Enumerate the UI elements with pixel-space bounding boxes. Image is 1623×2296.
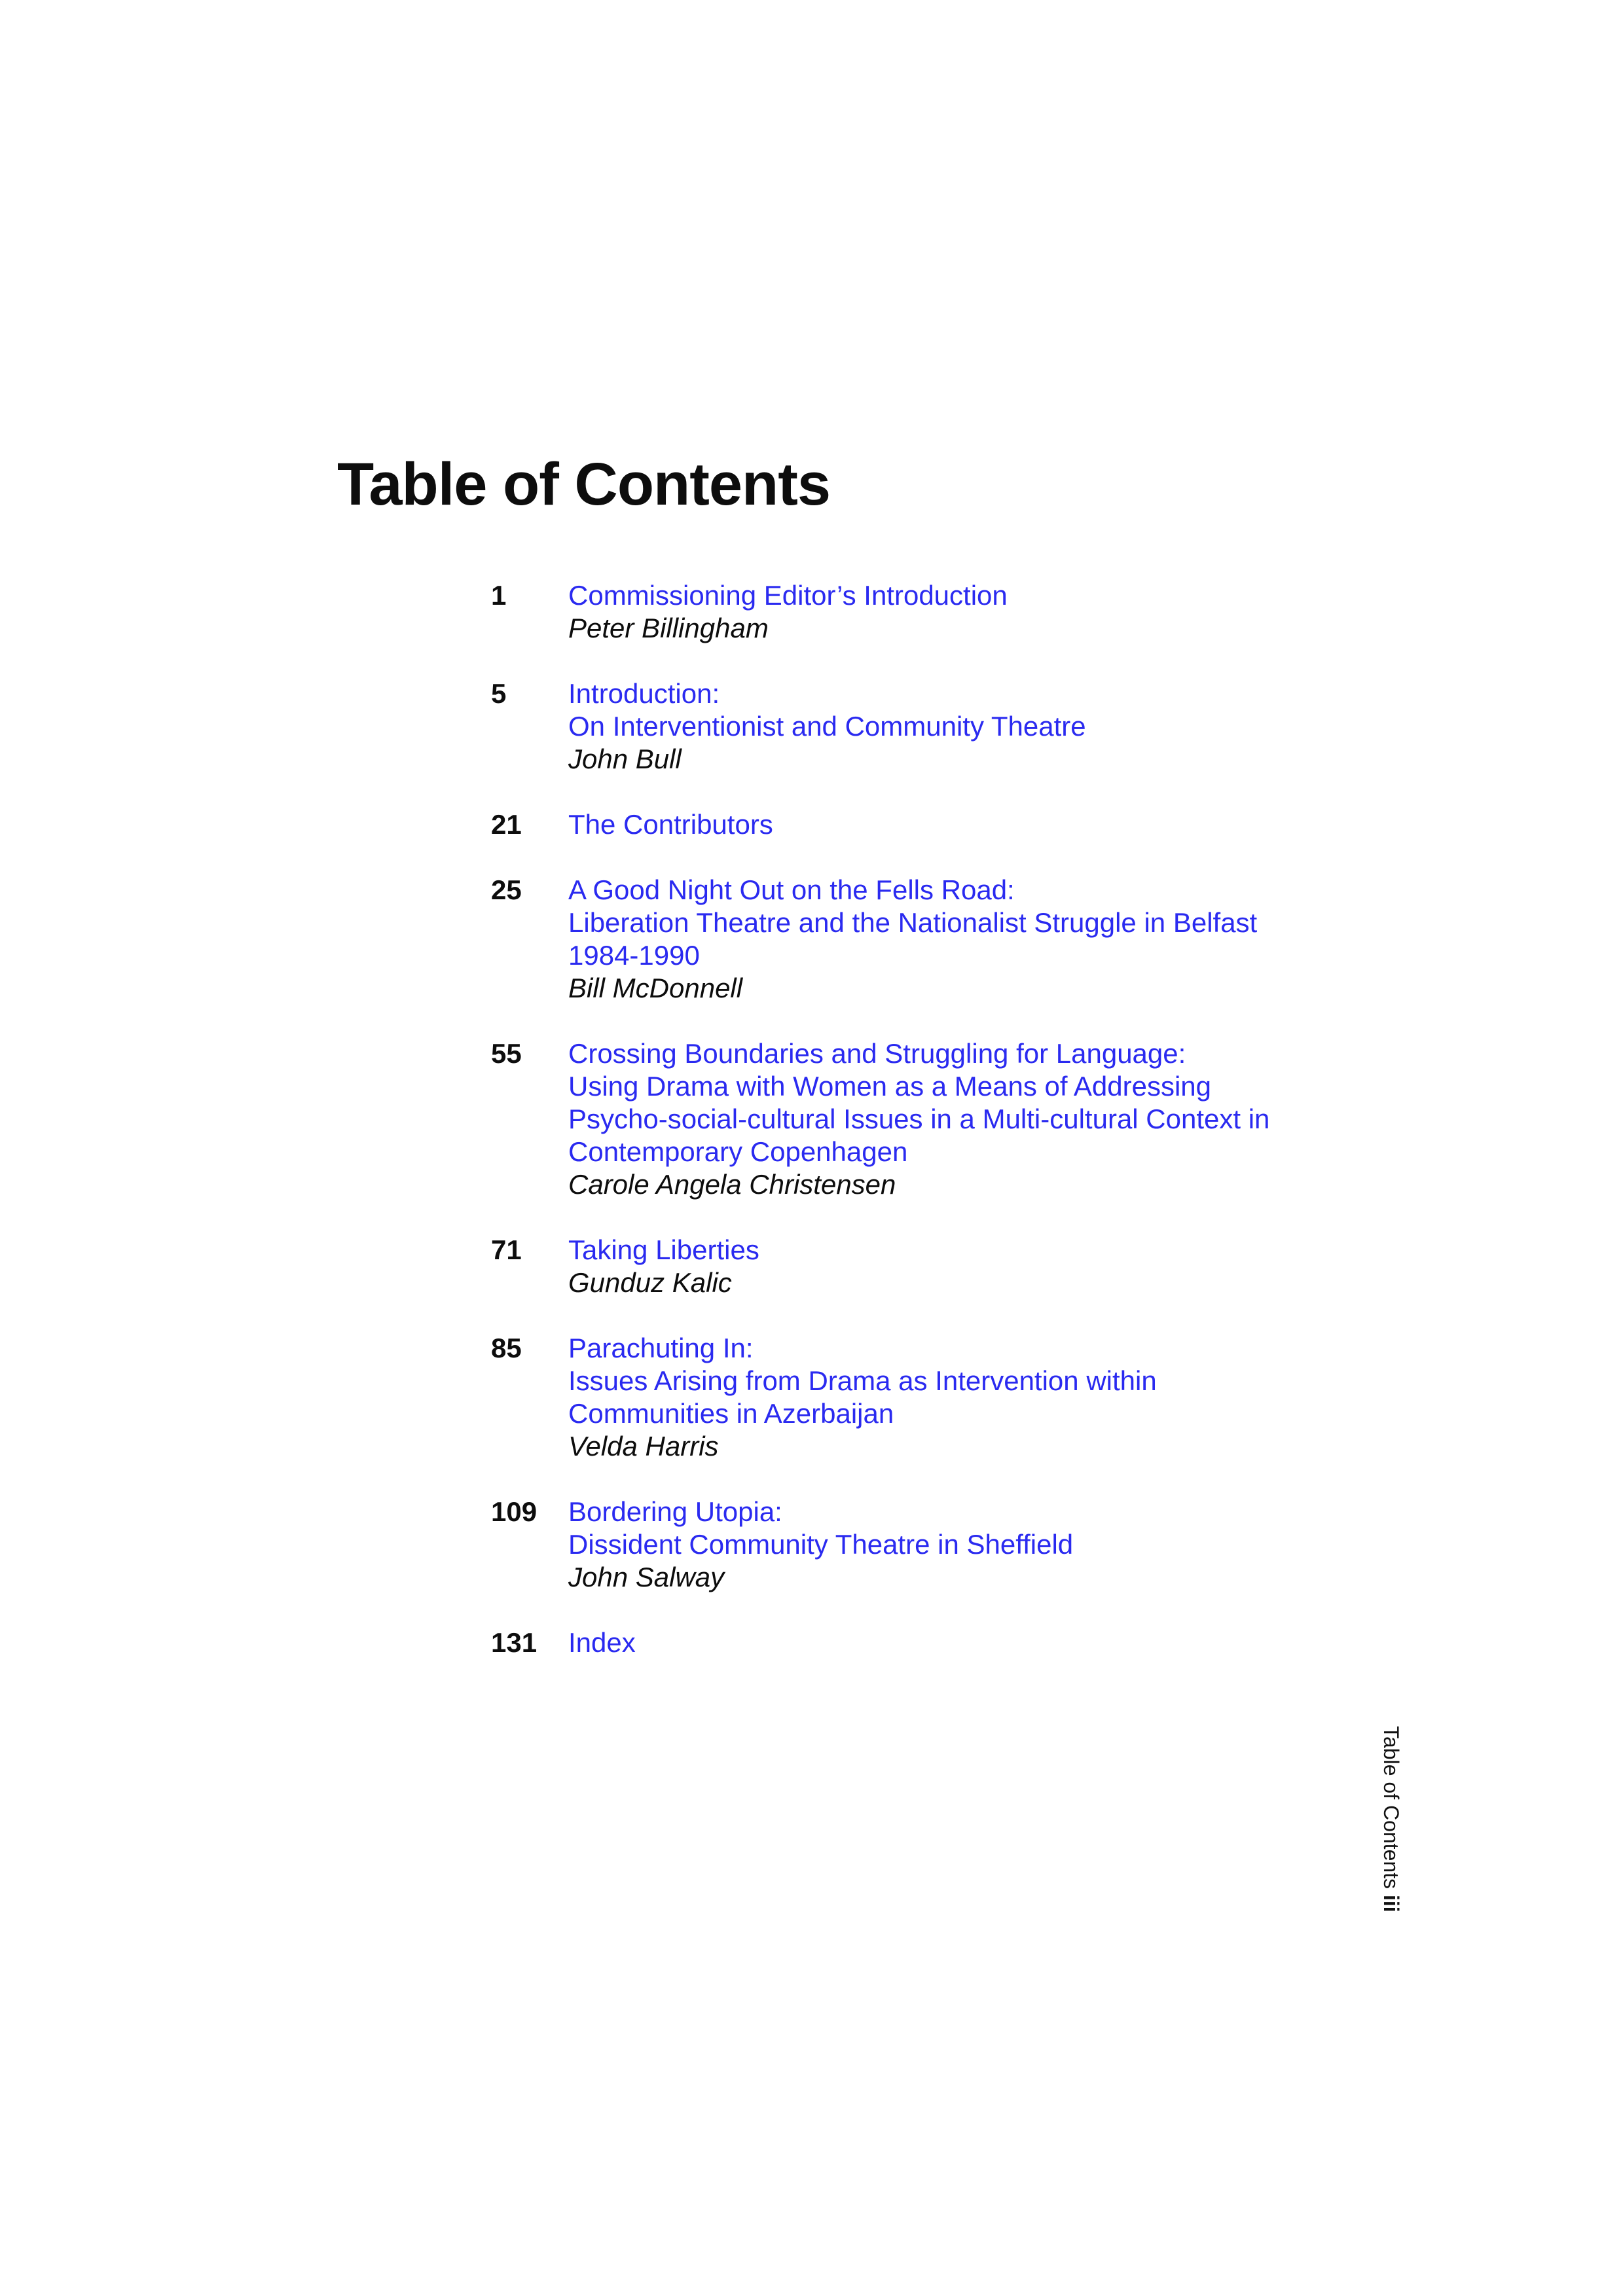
toc-page-number: 1 bbox=[491, 580, 507, 611]
toc-entry bbox=[491, 808, 1309, 841]
toc-title-link[interactable]: Issues Arising from Drama as Intervention within bbox=[568, 1365, 1157, 1396]
toc-author: Peter Billingham bbox=[568, 613, 769, 643]
toc-page-number: 5 bbox=[491, 678, 507, 709]
toc-list bbox=[491, 579, 1309, 1692]
toc-entry bbox=[491, 1037, 1309, 1201]
toc-title-link[interactable]: Index bbox=[568, 1627, 636, 1658]
toc-entry bbox=[491, 1234, 1309, 1299]
toc-title-link[interactable]: Psycho-social-cultural Issues in a Multi-cultural Context in bbox=[568, 1103, 1270, 1134]
toc-author: Gunduz Kalic bbox=[568, 1267, 732, 1298]
toc-page-number: 131 bbox=[491, 1627, 538, 1658]
toc-title-link[interactable]: Crossing Boundaries and Struggling for Language: bbox=[568, 1038, 1186, 1069]
toc-page-number: 109 bbox=[491, 1496, 538, 1527]
toc-title-link[interactable]: A Good Night Out on the Fells Road: bbox=[568, 874, 1015, 905]
page-folio: iii bbox=[1379, 1894, 1403, 1912]
toc-entry bbox=[491, 677, 1309, 776]
toc-author: John Salway bbox=[568, 1562, 725, 1592]
toc-page-number: 25 bbox=[491, 874, 522, 905]
toc-entry bbox=[491, 874, 1309, 1005]
toc-entry bbox=[491, 1332, 1309, 1463]
toc-author: John Bull bbox=[568, 744, 682, 774]
toc-entry bbox=[491, 579, 1309, 645]
toc-title-link[interactable]: Bordering Utopia: bbox=[568, 1496, 782, 1527]
running-foot-label: Table of Contents bbox=[1379, 1726, 1403, 1890]
toc-title-link[interactable]: Commissioning Editor’s Introduction bbox=[568, 580, 1008, 611]
toc-title-link[interactable]: Communities in Azerbaijan bbox=[568, 1398, 894, 1429]
toc-title-link[interactable]: 1984-1990 bbox=[568, 940, 700, 971]
toc-title-link[interactable]: Introduction: bbox=[568, 678, 720, 709]
running-foot bbox=[1378, 1726, 1404, 1912]
toc-title-link[interactable]: Parachuting In: bbox=[568, 1333, 754, 1363]
toc-entry bbox=[491, 1626, 1309, 1659]
toc-page-number: 85 bbox=[491, 1333, 522, 1363]
toc-author: Bill McDonnell bbox=[568, 973, 743, 1003]
toc-title-link[interactable]: On Interventionist and Community Theatre bbox=[568, 711, 1086, 742]
toc-title-link[interactable]: Taking Liberties bbox=[568, 1234, 759, 1265]
toc-entry bbox=[491, 1496, 1309, 1594]
toc-title-link[interactable]: Liberation Theatre and the Nationalist Struggle in Belfast bbox=[568, 907, 1258, 938]
toc-page-number: 21 bbox=[491, 809, 522, 840]
page-title: Table of Contents bbox=[337, 451, 831, 518]
toc-title-link[interactable]: Using Drama with Women as a Means of Addressing bbox=[568, 1071, 1211, 1102]
toc-title-link[interactable]: The Contributors bbox=[568, 809, 773, 840]
toc-page-number: 71 bbox=[491, 1234, 522, 1265]
toc-author: Velda Harris bbox=[568, 1431, 719, 1462]
toc-title-link[interactable]: Dissident Community Theatre in Sheffield bbox=[568, 1529, 1074, 1560]
toc-title-link[interactable]: Contemporary Copenhagen bbox=[568, 1136, 908, 1167]
toc-author: Carole Angela Christensen bbox=[568, 1169, 896, 1200]
toc-page-number: 55 bbox=[491, 1038, 522, 1069]
